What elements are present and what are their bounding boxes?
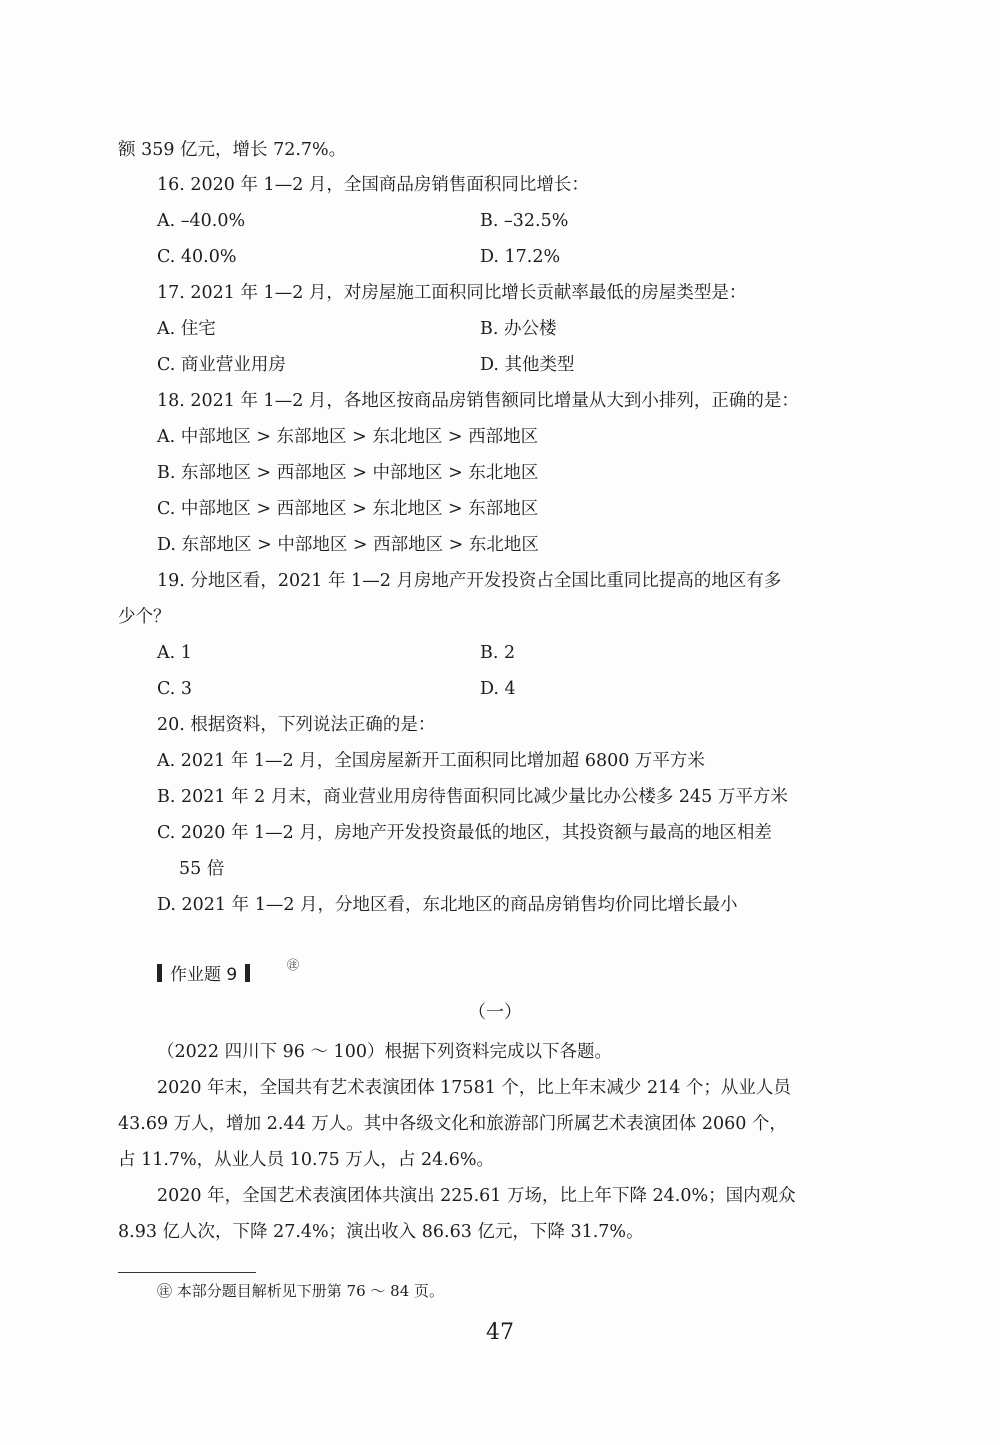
q17-option-a: A. 住宅 <box>157 319 216 339</box>
q17-option-c: C. 商业营业用房 <box>157 355 286 375</box>
para2-line2: 8.93 亿人次，下降 27.4%；演出收入 86.63 亿元，下降 31.7%。 <box>118 1222 644 1242</box>
q16-option-c: C. 40.0% <box>157 247 237 267</box>
question-19-stem: 19. 分地区看，2021 年 1—2 月房地产开发投资占全国比重同比提高的地区有多 <box>157 571 782 591</box>
q16-option-a: A. –40.0% <box>157 211 246 231</box>
q18-option-a: A. 中部地区 > 东部地区 > 东北地区 > 西部地区 <box>157 427 539 447</box>
question-20-stem: 20. 根据资料，下列说法正确的是： <box>157 715 436 735</box>
question-17-stem: 17. 2021 年 1—2 月，对房屋施工面积同比增长贡献率最低的房屋类型是： <box>157 283 747 303</box>
q20-option-a: A. 2021 年 1—2 月，全国房屋新开工面积同比增加超 6800 万平方米 <box>157 751 705 771</box>
para2-line1: 2020 年，全国艺术表演团体共演出 225.61 万场，比上年下降 24.0%；国内观众 <box>157 1186 796 1206</box>
q20-option-c: C. 2020 年 1—2 月，房地产开发投资最低的地区，其投资额与最高的地区相差 <box>157 823 772 843</box>
q17-option-b: B. 办公楼 <box>480 319 557 339</box>
homework-label: 作业题 9 <box>170 965 238 985</box>
q19-option-c: C. 3 <box>157 679 193 699</box>
section-title: （一） <box>468 1002 522 1023</box>
question-16-stem: 16. 2020 年 1—2 月，全国商品房销售面积同比增长： <box>157 175 589 195</box>
page-number: 47 <box>486 1320 514 1345</box>
footnote-rule <box>118 1272 256 1273</box>
q18-option-d: D. 东部地区 > 中部地区 > 西部地区 > 东北地区 <box>157 535 539 555</box>
q17-option-d: D. 其他类型 <box>480 355 575 375</box>
question-19-stem-cont: 少个？ <box>118 607 171 627</box>
q16-option-d: D. 17.2% <box>480 247 561 267</box>
q18-option-c: C. 中部地区 > 西部地区 > 东北地区 > 东部地区 <box>157 499 539 519</box>
footnote: ㊟ 本部分题目解析见下册第 76 ～ 84 页。 <box>157 1282 445 1300</box>
q19-option-a: A. 1 <box>157 643 192 663</box>
footnote-mark-icon: ㊟ <box>287 958 300 972</box>
q20-option-d: D. 2021 年 1—2 月，分地区看，东北地区的商品房销售均价同比增长最小 <box>157 895 738 915</box>
para1-line2: 43.69 万人，增加 2.44 万人。其中各级文化和旅游部门所属艺术表演团体 2060 个， <box>118 1114 787 1134</box>
source-line: （2022 四川下 96 ～ 100）根据下列资料完成以下各题。 <box>157 1042 612 1062</box>
para1-line3: 占 11.7%，从业人员 10.75 万人，占 24.6%。 <box>118 1150 495 1170</box>
q18-option-b: B. 东部地区 > 西部地区 > 中部地区 > 东北地区 <box>157 463 539 483</box>
q20-option-b: B. 2021 年 2 月末，商业营业用房待售面积同比减少量比办公楼多 245 万平方米 <box>157 787 788 807</box>
q19-option-b: B. 2 <box>480 643 516 663</box>
homework-heading <box>157 960 250 985</box>
q19-option-d: D. 4 <box>480 679 516 699</box>
q16-option-b: B. –32.5% <box>480 211 569 231</box>
heading-bar-right <box>245 964 250 982</box>
question-18-stem: 18. 2021 年 1—2 月，各地区按商品房销售额同比增量从大到小排列，正确的是： <box>157 391 799 411</box>
para1-line1: 2020 年末，全国共有艺术表演团体 17581 个，比上年末减少 214 个；从业人员 <box>157 1078 791 1098</box>
intro-tail: 额 359 亿元，增长 72.7%。 <box>118 140 347 160</box>
q20-option-c-cont: 55 倍 <box>179 859 225 879</box>
heading-bar-left <box>157 964 162 982</box>
